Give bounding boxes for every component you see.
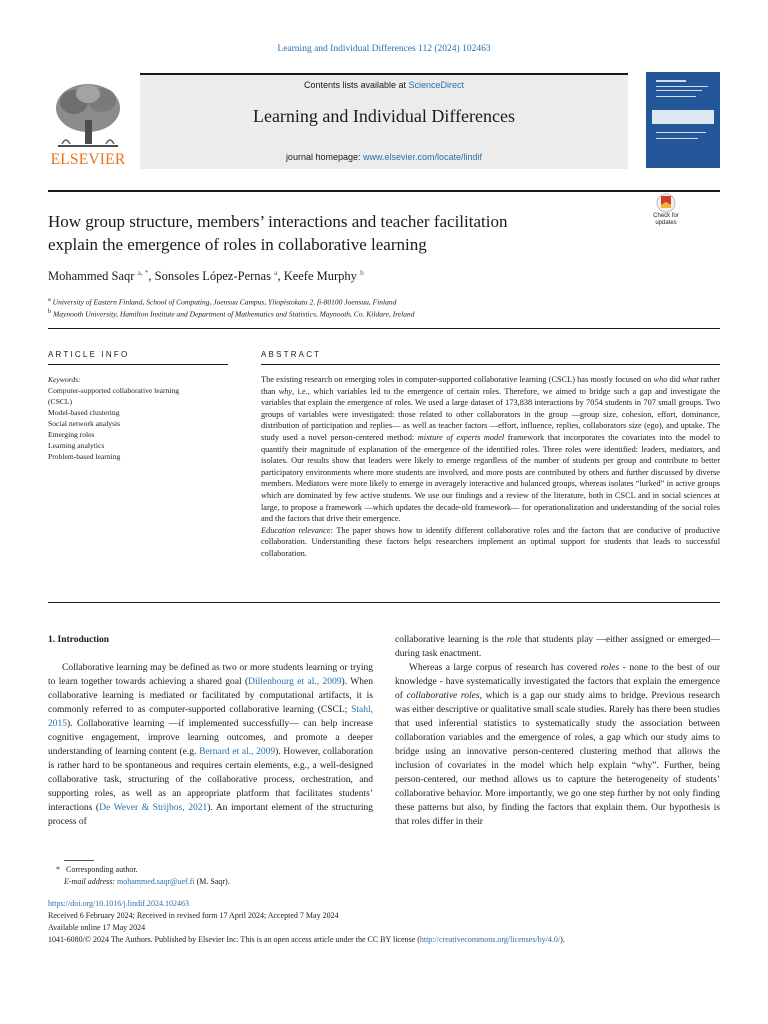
abstract-bottom-rule (48, 602, 720, 603)
intro-left-column (48, 633, 373, 829)
journal-reference[interactable]: Learning and Individual Differences 112 (2024) 102463 (277, 44, 491, 54)
contents-line: Contents lists available at ScienceDirect (303, 80, 465, 90)
keyword: Problem-based learning (48, 452, 121, 461)
abstract-heading: ABSTRACT (261, 350, 322, 359)
available-online: Available online 17 May 2024 (48, 923, 146, 932)
intro-paragraph: Collaborative learning may be defined as two or more students learning or trying to learn together towards achieving a shared goal (Dillenbourg et al., 2009). When collaborative learning is mediated or facilitated by computational artifacts, it is commonly referred to as computer-supported collaborative learning (CSCL; Stahl, 2015). Collaborative learning —if implemented successfully— can help increase cognitive engagement, improve learning outcomes, and promote a deeper understanding of learning content (e.g. Bernard et al., 2009). However, collaboration is rather hard to be spontaneous and requires certain elements, e.g., a well-designed collaborative task, structuring of the collaborative process, orchestration, and supporting roles, as well as an appropriate platform that facilitates students’ interactions (De Wever & Strijbos, 2021). An important element of the structuring process of (48, 663, 374, 827)
keywords-block: Keywords: Computer-supported collaborative learning (CSCL) Model-based clustering Social network analysis Emerging roles Learning analytics Problem-based learning (48, 374, 228, 462)
citation-link[interactable]: Stahl, 2015 (48, 705, 373, 729)
check-for-updates-label[interactable]: Check for updates (653, 213, 679, 226)
keyword: Model-based clustering (48, 408, 120, 417)
check-for-updates-icon[interactable] (654, 193, 678, 213)
masthead-top-rule (140, 73, 628, 75)
journal-homepage: journal homepage: www.elsevier.com/locate/lindif (285, 152, 483, 162)
intro-right-column (395, 633, 720, 829)
keyword: (CSCL) (48, 397, 73, 406)
citation-link[interactable]: Dillenbourg et al., 2009 (248, 677, 342, 687)
intro-paragraph: collaborative learning is the role that students play —either assigned or emerged— during task enactment. (395, 635, 721, 659)
masthead-bottom-rule (48, 190, 720, 192)
abstract-text: The existing research on emerging roles in computer-supported collaborative learning (CSCL) has mostly focused on who did what rather than why, i.e., which variables led to the emergence of certain roles. Therefore, we aimed to bridge such a gap and investigate the variables that explain the emergence of roles. We used a large dataset of 173,838 interactions by 7054 students in 707 small groups. Two groups of variables were investigated: those related to other collaborators in the group —group size, cohesion, effort, dominance, distribution of participation and replies— as well as teacher factors —effort, influence, replies, collaborators size (ego), and uptake. The study used a novel person-centered method: mixture of experts model framework that incorporates the covariates into the model to quantify their magnitude of explanation of the emergence of the identified roles. Three roles were identified: leaders, mediators, and isolates. Our results show that leaders were likely to emerge regardless of the number of students per group and contribute to better participatory environments where more students are involved, and more posts are contributed by others and further discussed by diverse members. Mediators were more likely to emerge in averagely interactive and balanced groups, whereas isolates “lurked” in active groups which are dominated by few active students. We use our findings and a review of the literature, both in CSCL and in social sciences at large, to propose a framework —which updates the decade-old framework— for operationalization and understanding of the social roles and the factors that drive their emergence. Education relevance: The paper shows how to identify different collaborative roles and the factors that are conducive of productive collaboration. Understanding these factors helps researchers implement an optimal support for students that leads to successful collaboration. (261, 375, 721, 558)
citation-link[interactable]: Bernard et al., 2009 (199, 747, 276, 757)
author-name[interactable]: Mohammed Saqr (48, 269, 135, 284)
homepage-link[interactable]: www.elsevier.com/locate/lindif (363, 152, 483, 162)
author-name[interactable]: Keefe Murphy (283, 269, 357, 284)
affiliation: $^a$ University of Eastern Finland, School of Computing, Joensuu Campus, Yliopistokatu 2, fi-80100 Joensuu, Finland (48, 296, 397, 307)
received-dates: Received 6 February 2024; Received in revised form 17 April 2024; Accepted 7 May 2024 (48, 911, 339, 920)
author-list: Mohammed Saqr $^{a, *}$, Sonsoles López-Pernas $^a$, Keefe Murphy $^b$ (48, 268, 364, 284)
keyword: Emerging roles (48, 430, 95, 439)
email-link[interactable]: mohammed.saqr@uef.fi (117, 877, 195, 886)
doi-link[interactable]: https://doi.org/10.1016/j.lindif.2024.102463 (48, 899, 189, 908)
abstract-rule (261, 364, 720, 365)
keyword: Social network analysis (48, 419, 121, 428)
footnote-rule (64, 860, 94, 861)
footnotes: * Corresponding author. E-mail address: mohammed.saqr@uef.fi (M. Saqr). https://doi.org/10.1016/j.lindif.2024.102463 Received 6 February 2024; Received in revised form 17 April 2024; Accepted 7 May 2024 Available online 17 May 2024 1041-6080/© 2024 The Authors. Published by Elsevier Inc. This is an open access article under the CC BY license (http://creativecommons.org/licenses/by/4.0/). (48, 864, 728, 946)
keyword: Learning analytics (48, 441, 105, 450)
article-title: How group structure, members’ interactions and teacher facilitation explain the emergence of roles in collaborative learning (48, 212, 508, 254)
license-link[interactable]: http://creativecommons.org/licenses/by/4.0/ (419, 935, 561, 944)
journal-cover-image[interactable] (646, 72, 720, 168)
license-line: 1041-6080/© 2024 The Authors. Published by Elsevier Inc. This is an open access article under the CC BY license (http://creativecommons.org/licenses/by/4.0/). (48, 935, 565, 944)
affiliation: $^b$ Maynooth University, Hamilton Institute and Department of Mathematics and Statistics, Maynooth, Co. Kildare, Ireland (48, 308, 415, 319)
article-info-rule (48, 364, 228, 365)
header-divider (48, 328, 720, 329)
article-info-heading: ARTICLE INFO (48, 350, 130, 359)
section-title: 1. Introduction (48, 635, 110, 645)
journal-title[interactable]: Learning and Individual Differences (252, 106, 516, 126)
intro-paragraph: Whereas a large corpus of research has covered roles - none to the best of our knowledge - have systematically investigated the factors that explain the emergence of collaborative roles, which is a gap our study aims to bridge. Previous research was either descriptive or qualitative small scale studies. Rarely has there been studies that used inferential statistics to systematically study the association between collaboration variables and the emergence of roles, a gap which our study aims to bridge using an innovative person-centered clustering method that allows the inclusion of covariates in the model which help explain “why”. Further, being person-centered, our method allows us to capture the heterogeneity of students’ collaborative behavior. More importantly, we go one step further by not only finding these patterns but also, by finding the factors that explain them. Our hypothesis is that roles differ in their (395, 663, 720, 827)
keyword: Computer-supported collaborative learning (48, 386, 180, 395)
education-relevance: Education relevance: The paper shows how to identify different collaborative roles and the factors that are conducive of productive collaboration. Understanding these factors helps researchers implement an optimal support for students that leads to successful collaboration. (261, 525, 720, 558)
elsevier-wordmark: ELSEVIER (50, 151, 126, 168)
citation-link[interactable]: De Wever & Strijbos, 2021 (99, 803, 208, 813)
author-name[interactable]: Sonsoles López-Pernas (154, 269, 271, 284)
sciencedirect-link[interactable]: ScienceDirect (408, 80, 465, 90)
